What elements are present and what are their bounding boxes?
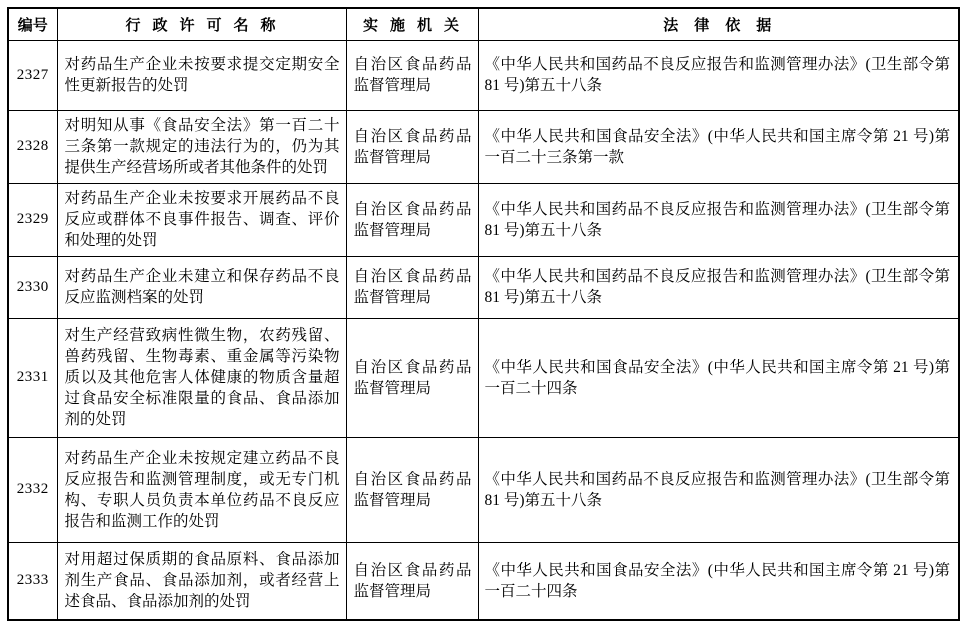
table-row [8, 40, 959, 110]
legal-basis-cell: 《中华人民共和国食品安全法》(中华人民共和国主席令第 21 号)第一百二十三条第一款 [478, 110, 959, 183]
administrative-permits-table [7, 7, 960, 621]
table-row [8, 542, 959, 620]
permit-name-cell: 对用超过保质期的食品原料、食品添加剂生产食品、食品添加剂，或者经营上述食品、食品添加剂的处罚 [57, 542, 346, 620]
permit-name-cell: 对药品生产企业未按要求提交定期安全性更新报告的处罚 [57, 40, 346, 110]
row-id-cell: 2328 [8, 110, 57, 183]
header-permit-name: 行政许可名称 [57, 8, 346, 40]
agency-cell: 自治区食品药品监督管理局 [346, 110, 478, 183]
table-row [8, 183, 959, 256]
header-legal-basis: 法律依据 [478, 8, 959, 40]
permit-name-cell: 对药品生产企业未按规定建立药品不良反应报告和监测管理制度，或无专门机构、专职人员负责本单位药品不良反应报告和监测工作的处罚 [57, 437, 346, 542]
agency-cell: 自治区食品药品监督管理局 [346, 437, 478, 542]
agency-cell: 自治区食品药品监督管理局 [346, 542, 478, 620]
legal-basis-cell: 《中华人民共和国药品不良反应报告和监测管理办法》(卫生部令第 81 号)第五十八条 [478, 437, 959, 542]
permit-name-cell: 对药品生产企业未建立和保存药品不良反应监测档案的处罚 [57, 256, 346, 318]
legal-basis-cell: 《中华人民共和国药品不良反应报告和监测管理办法》(卫生部令第 81 号)第五十八条 [478, 256, 959, 318]
agency-cell: 自治区食品药品监督管理局 [346, 40, 478, 110]
table-row [8, 437, 959, 542]
permit-name-cell: 对明知从事《食品安全法》第一百二十三条第一款规定的违法行为的，仍为其提供生产经营场所或者其他条件的处罚 [57, 110, 346, 183]
legal-basis-cell: 《中华人民共和国食品安全法》(中华人民共和国主席令第 21 号)第一百二十四条 [478, 318, 959, 437]
header-id: 编号 [8, 8, 57, 40]
agency-cell: 自治区食品药品监督管理局 [346, 183, 478, 256]
table-row [8, 256, 959, 318]
permit-name-cell: 对生产经营致病性微生物，农药残留、兽药残留、生物毒素、重金属等污染物质以及其他危害人体健康的物质含量超过食品安全标准限量的食品、食品添加剂的处罚 [57, 318, 346, 437]
row-id-cell: 2329 [8, 183, 57, 256]
row-id-cell: 2331 [8, 318, 57, 437]
agency-cell: 自治区食品药品监督管理局 [346, 256, 478, 318]
permit-name-cell: 对药品生产企业未按要求开展药品不良反应或群体不良事件报告、调查、评价和处理的处罚 [57, 183, 346, 256]
table-header-row [8, 8, 959, 40]
row-id-cell: 2332 [8, 437, 57, 542]
table-row [8, 110, 959, 183]
header-agency: 实施机关 [346, 8, 478, 40]
legal-basis-cell: 《中华人民共和国药品不良反应报告和监测管理办法》(卫生部令第 81 号)第五十八条 [478, 183, 959, 256]
table-row [8, 318, 959, 437]
legal-basis-cell: 《中华人民共和国食品安全法》(中华人民共和国主席令第 21 号)第一百二十四条 [478, 542, 959, 620]
row-id-cell: 2330 [8, 256, 57, 318]
legal-basis-cell: 《中华人民共和国药品不良反应报告和监测管理办法》(卫生部令第 81 号)第五十八条 [478, 40, 959, 110]
row-id-cell: 2327 [8, 40, 57, 110]
row-id-cell: 2333 [8, 542, 57, 620]
agency-cell: 自治区食品药品监督管理局 [346, 318, 478, 437]
